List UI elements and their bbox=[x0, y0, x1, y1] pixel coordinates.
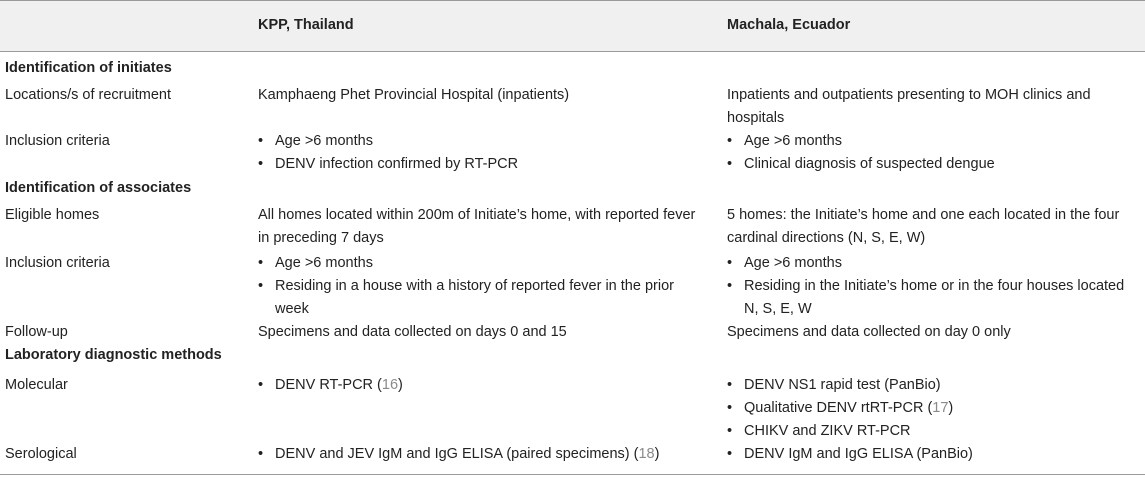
kpp-serological bbox=[258, 443, 698, 466]
reference-link[interactable]: 18 bbox=[638, 446, 655, 462]
section-heading-associates: Identification of associates bbox=[5, 180, 192, 196]
section-heading-initiates: Identification of initiates bbox=[5, 60, 172, 76]
list-item: • Age >6 months bbox=[258, 130, 698, 153]
row-label-inclusion-initiates: Inclusion criteria bbox=[5, 133, 110, 149]
machala-inclusion-initiates bbox=[727, 130, 1142, 176]
kpp-inclusion-associates bbox=[258, 252, 698, 321]
row-label-inclusion-associates: Inclusion criteria bbox=[5, 255, 110, 271]
row-label-serological: Serological bbox=[5, 446, 77, 462]
table-header bbox=[0, 0, 1145, 52]
machala-follow-up: Specimens and data collected on day 0 only bbox=[727, 324, 1011, 340]
list-item: • Qualitative DENV rtRT-PCR (17) bbox=[727, 397, 1142, 420]
column-header-kpp: KPP, Thailand bbox=[258, 17, 354, 33]
list-item: • Residing in the Initiate’s home or in the four houses located N, S, E, W bbox=[727, 275, 1142, 321]
list-item: • Residing in a house with a history of reported fever in the prior week bbox=[258, 275, 698, 321]
section-heading-lab: Laboratory diagnostic methods bbox=[5, 347, 222, 363]
reference-link[interactable]: 16 bbox=[381, 377, 399, 393]
column-header-machala: Machala, Ecuador bbox=[727, 17, 851, 33]
list-item: • DENV infection confirmed by RT-PCR bbox=[258, 153, 698, 176]
list-item: • Clinical diagnosis of suspected dengue bbox=[727, 153, 1142, 176]
method-text: DENV RT-PCR bbox=[275, 377, 374, 393]
list-item: • Age >6 months bbox=[727, 252, 1142, 275]
table-bottom-rule bbox=[0, 474, 1145, 475]
kpp-inclusion-initiates bbox=[258, 130, 698, 176]
list-item: • DENV IgM and IgG ELISA (PanBio) bbox=[727, 443, 1142, 466]
list-item: • CHIKV and ZIKV RT-PCR bbox=[727, 420, 1142, 443]
list-item: • Age >6 months bbox=[727, 130, 1142, 153]
row-label-molecular: Molecular bbox=[5, 377, 68, 393]
machala-inclusion-associates bbox=[727, 252, 1142, 321]
list-item: • Age >6 months bbox=[258, 252, 698, 275]
reference-link[interactable]: 17 bbox=[932, 400, 949, 416]
list-item: • DENV and JEV IgM and IgG ELISA (paired specimens) (18) bbox=[258, 443, 698, 466]
machala-locations: Inpatients and outpatients presenting to MOH clinics and hospitals bbox=[727, 87, 1091, 126]
machala-molecular bbox=[727, 374, 1142, 443]
kpp-locations: Kamphaeng Phet Provincial Hospital (inpatients) bbox=[258, 87, 570, 103]
kpp-eligible-homes: All homes located within 200m of Initiate’s home, with reported fever in preceding 7 days bbox=[258, 207, 696, 246]
machala-eligible-homes: 5 homes: the Initiate’s home and one each located in the four cardinal directions (N, S, E, W) bbox=[727, 207, 1120, 246]
method-text: Qualitative DENV rtRT-PCR bbox=[744, 400, 924, 416]
list-item: • DENV NS1 rapid test (PanBio) bbox=[727, 374, 1142, 397]
row-label-follow-up: Follow-up bbox=[5, 324, 68, 340]
machala-serological bbox=[727, 443, 1142, 466]
kpp-follow-up: Specimens and data collected on days 0 and 15 bbox=[258, 324, 567, 340]
list-item: • DENV RT-PCR (16) bbox=[258, 374, 698, 397]
row-label-eligible-homes: Eligible homes bbox=[5, 207, 100, 223]
row-label-locations: Locations/s of recruitment bbox=[5, 87, 172, 103]
kpp-molecular bbox=[258, 374, 698, 397]
method-text: DENV and JEV IgM and IgG ELISA (paired specimens) bbox=[275, 446, 630, 462]
